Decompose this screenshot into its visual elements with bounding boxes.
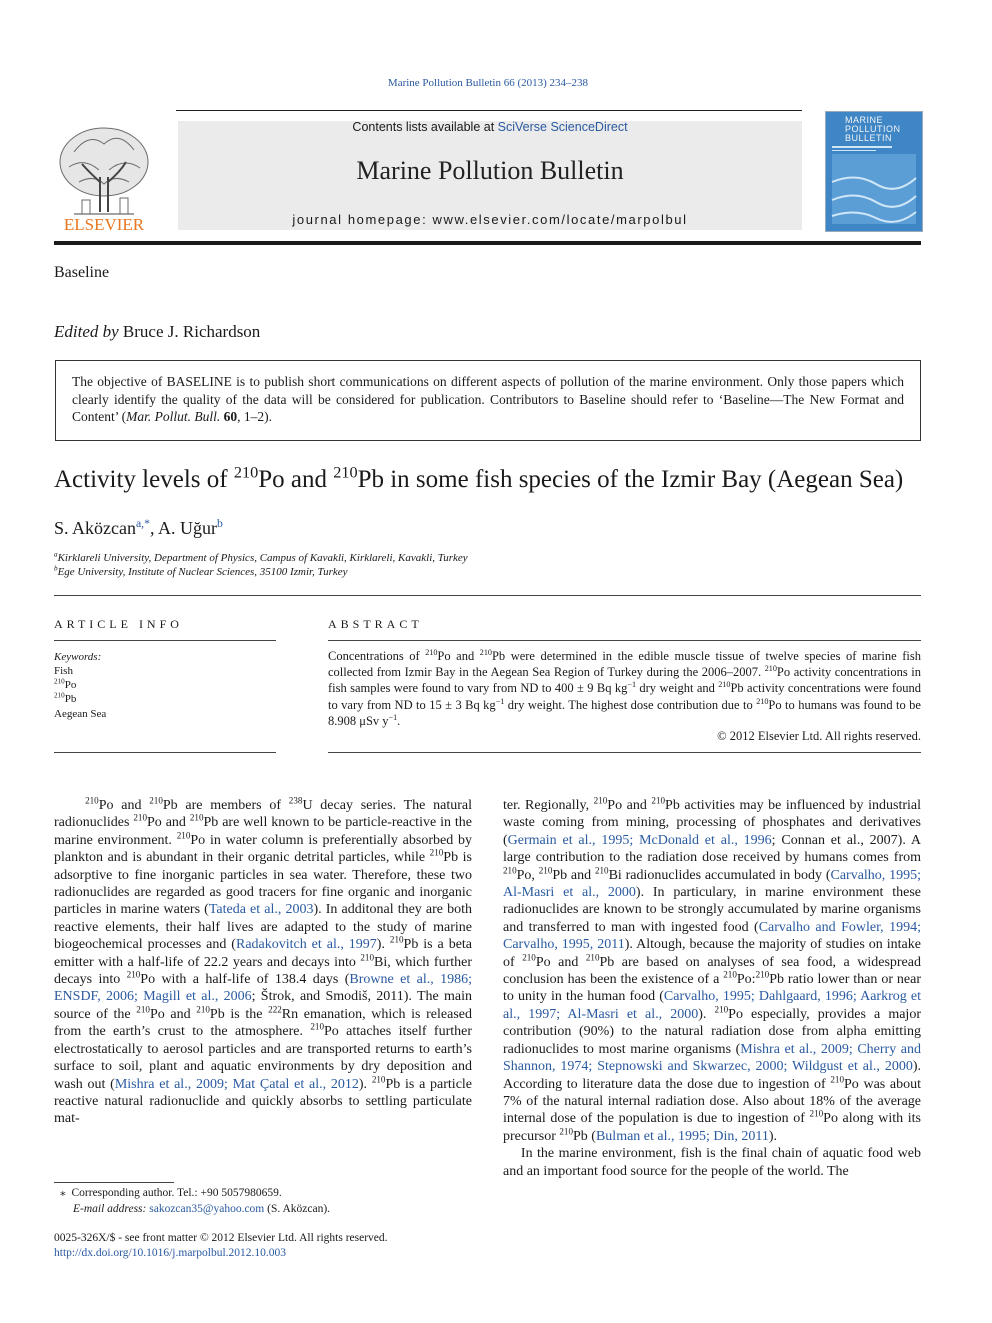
superscript: 210 xyxy=(593,795,608,806)
body-paragraph: $^{210}$Po and $^{210}$Pb are members of $^{238}$U decay series. The natural radionuclides $^{210}$Po and $^{210}$Pb are well known to be particle-reactive in the marine environment. $^{210}$Po in water column is preferentially absorbed by plankton and is abundant in their organic detrital particles, while $^{210}$Pb is adsorptive to fine inorganic particles in sea water. Therefore, these two radionuclides are regarded as good tracers for fine organic and inorganic particles in marine waters (Tateda et al., 2003). In additonal they are both reactive elements, their half lives are adapted to the study of marine biogeochemical processes and (Radakovitch et al., 1997). $^{210}$Pb is a beta emitter with a half-life of 22.2 years and decays into $^{210}$Bi, which further decays into $^{210}$Po with a half-life of 138.4 days (Browne et al., 1986; ENSDF, 2006; Magill et al., 2006; Štrok, and Smodiš, 2011). The main source of the $^{210}$Po and $^{210}$Pb is the $^{222}$Rn emanation, which is released from the earth’s crust to the atmosphere. $^{210}$Po attaches itself further electrostatically to aerosol particles and are transported returns to earth’s surface to soil, plant and aquatic environments by dry deposition and wash out (Mishra et al., 2009; Mat Çatal et al., 2012). $^{210}$Pb is a particle reactive natural radionuclide and quickly absorbs to settling particulate mat- xyxy=(54,795,473,1127)
superscript: 210 xyxy=(196,1004,210,1015)
footnote-star: ⁎ xyxy=(60,1187,66,1199)
superscript: 210 xyxy=(830,1073,844,1084)
superscript: 210 xyxy=(809,1108,824,1119)
superscript: 222 xyxy=(268,1004,282,1015)
journal-citation[interactable]: Marine Pollution Bulletin 66 (2013) 234–238 xyxy=(387,77,589,89)
contents-prefix: Contents lists available at xyxy=(352,120,498,134)
title-part: Activity levels of xyxy=(54,466,234,493)
email-label: E-mail address: xyxy=(73,1202,147,1215)
corresponding-text: Corresponding author. Tel.: +90 5057980659. xyxy=(71,1187,282,1199)
superscript: 210 xyxy=(126,969,141,980)
superscript: 210 xyxy=(389,934,404,945)
body-paragraph: In the marine environment, fish is the final chain of aquatic food web and an important food source for the people of the world. The xyxy=(503,1146,921,1179)
header-thick-rule xyxy=(54,241,921,245)
section-label: Baseline xyxy=(54,264,110,281)
baseline-notice-box xyxy=(55,360,921,441)
notice-ref-journal: Mar. Pollut. Bull. xyxy=(126,409,221,424)
elsevier-wordmark: ELSEVIER xyxy=(63,215,145,234)
corresponding-footnote xyxy=(60,1186,330,1217)
title-part: Pb in some fish species of the Izmir Bay (Aegean Sea) xyxy=(357,466,904,493)
superscript: 210 xyxy=(133,812,147,823)
affiliation-mark: b xyxy=(54,564,58,573)
superscript: 210 xyxy=(425,647,438,657)
superscript: 210 xyxy=(559,1126,574,1137)
keyword-sup: 210 xyxy=(54,691,65,700)
citation-link[interactable]: Tateda et al., 2003 xyxy=(208,902,314,918)
issn-line: 0025-326X/$ - see front matter © 2012 Elsevier Ltd. All rights reserved. xyxy=(54,1232,388,1244)
author-separator: , xyxy=(149,518,158,538)
author-affiliation-mark[interactable]: b xyxy=(216,517,223,530)
journal-homepage[interactable]: journal homepage: www.elsevier.com/locate/marpolbul xyxy=(292,212,688,227)
article-title xyxy=(54,463,904,494)
superscript: 210 xyxy=(651,795,666,806)
body-paragraph: ter. Regionally, $^{210}$Po and $^{210}$Pb activities may be influenced by industrial waste coming from mining, processing of phosphates and derivatives (Germain et al., 1995; McDonald et al., 1996; Connan et al., 2007). A large contribution to the radiation dose received by humans comes from $^{210}$Po, $^{210}$Pb and $^{210}$Bi radionuclides accumulated in body (Carvalho, 1995; Al-Masri et al., 2000). In particulary, in marine environment these radionuclides are known to be strongly accumulated by marine organisms and transferred to man with ingested food (Carvalho and Fowler, 1994; Carvalho, 1995, 2011). Altough, because the majority of studies on intake of $^{210}$Po and $^{210}$Pb are based on analyses of sea food, a widespread conclusion has been the existence of a $^{210}$Po:$^{210}$Pb ratio lower than or near to unity in the human food (Carvalho, 1995; Dahlgaard, 1996; Aarkrog et al., 1997; Al-Masri et al., 2000). $^{210}$Po especially, provides a major contribution (90%) to the natural radiation dose from alpha emitting radionuclides to most marine organisms (Mishra et al., 2009; Cherry and Shannon, 1974; Stepnowski and Skwarzec, 2000; Wildgust et al., 2000). According to literature data the dose due to ingestion of $^{210}$Po was about 7% of the natural internal radiation dose. Also about 18% of the average internal dose of the population is due to ingestion of $^{210}$Po along with its precursor $^{210}$Pb (Bulman et al., 1995; Din, 2011). xyxy=(503,795,922,1144)
superscript: 210 xyxy=(714,1004,729,1015)
citation-link[interactable]: Mishra et al., 2009; Cherry and Shannon, 1974; Stepnowski and Skwarzec, 2000; Wildgust et al., 2000 xyxy=(503,1041,921,1075)
abstract-bottom-rule xyxy=(328,752,921,753)
superscript: 210 xyxy=(756,696,769,706)
title-sup: 210 xyxy=(233,463,259,482)
citation-link[interactable]: Carvalho, 1995; Dahlgaard, 1996; Aarkrog et al., 1997; Al-Masri et al., 2000 xyxy=(503,989,921,1022)
journal-name: Marine Pollution Bulletin xyxy=(356,156,624,185)
editor-name: Bruce J. Richardson xyxy=(122,322,261,341)
superscript: 210 xyxy=(718,680,731,690)
superscript: 210 xyxy=(764,664,777,674)
superscript: 210 xyxy=(429,847,444,858)
affiliation xyxy=(54,552,468,564)
cover-title: MARINE POLLUTION BULLETIN xyxy=(845,115,901,143)
keyword-text: Po xyxy=(64,679,77,691)
affiliation-mark: a xyxy=(54,550,58,559)
title-sup: 210 xyxy=(333,463,358,482)
superscript: 210 xyxy=(538,864,553,875)
article-info-rule xyxy=(54,640,276,641)
superscript: −1 xyxy=(627,680,637,690)
edited-by-prefix: Edited by xyxy=(54,322,119,341)
edited-by-line xyxy=(54,322,260,342)
superscript: 210 xyxy=(360,952,375,962)
superscript: 210 xyxy=(189,812,204,823)
author-name: S. Aközcan xyxy=(54,518,136,538)
affiliation xyxy=(54,566,348,578)
superscript: 210 xyxy=(723,969,737,980)
keyword-sup: 210 xyxy=(54,677,65,686)
abstract-copyright: © 2012 Elsevier Ltd. All rights reserved. xyxy=(717,729,921,743)
superscript: 210 xyxy=(755,969,770,980)
author-list xyxy=(54,518,223,539)
citation-link[interactable]: Bulman et al., 1995; Din, 2011 xyxy=(595,1128,769,1144)
superscript: 238 xyxy=(288,795,303,806)
superscript: 210 xyxy=(149,795,163,806)
keyword xyxy=(54,678,76,692)
author-affiliation-mark[interactable]: a,* xyxy=(135,517,150,530)
affiliation-text: Ege University, Institute of Nuclear Sciences, 35100 Izmir, Turkey xyxy=(57,566,348,578)
keyword: Aegean Sea xyxy=(54,708,107,720)
notice-ref-pages: , 1–2). xyxy=(237,409,272,424)
superscript: 210 xyxy=(522,952,536,962)
citation-link[interactable]: Carvalho and Fowler, 1994; Carvalho, 1995, 2011 xyxy=(503,919,921,953)
footnote-rule xyxy=(54,1182,174,1183)
bottom-matter xyxy=(54,1231,388,1260)
keywords-label-text: Keywords: xyxy=(54,651,102,663)
notice-ref-volume: 60 xyxy=(223,409,238,424)
superscript: −1 xyxy=(388,712,398,722)
corresponding-line xyxy=(60,1186,330,1202)
keyword xyxy=(54,692,76,706)
article-info-heading: ARTICLE INFO xyxy=(54,617,183,631)
email-line xyxy=(60,1202,330,1218)
header-rule xyxy=(176,110,802,111)
sciencedirect-link[interactable]: SciVerse ScienceDirect xyxy=(497,120,628,134)
abstract-rule xyxy=(328,640,921,641)
superscript: 210 xyxy=(176,830,191,841)
abstract-heading: ABSTRACT xyxy=(328,617,423,631)
keyword: Fish xyxy=(54,665,73,677)
elsevier-tree-logo xyxy=(54,122,154,234)
citation-link[interactable]: Radakovitch et al., 1997 xyxy=(235,937,377,953)
citation-link[interactable]: Mishra et al., 2009; Mat Çatal et al., 2012 xyxy=(114,1076,359,1092)
superscript: 210 xyxy=(136,1004,150,1015)
author-name: A. Uğur xyxy=(157,518,217,538)
email-link[interactable]: sakozcan35@yahoo.com xyxy=(149,1202,265,1215)
title-part: Po and xyxy=(258,466,334,493)
citation-link[interactable]: Browne et al., 1986; ENSDF, 2006; Magill et al., 2006 xyxy=(54,972,472,1005)
superscript: 210 xyxy=(585,952,600,962)
superscript: 210 xyxy=(371,1073,386,1084)
keyword-text: Pb xyxy=(64,693,77,705)
keywords-label xyxy=(54,650,101,664)
superscript: 210 xyxy=(594,864,609,875)
body-column-left xyxy=(54,797,472,1128)
info-top-rule xyxy=(54,595,921,596)
contents-line xyxy=(178,120,802,134)
article-info-bottom-rule xyxy=(54,752,276,753)
notice-text: The objective of BASELINE is to publish short communications on different aspects of pollution of the marine environment. Only those papers which clearly identify the quality of the data will be considered for publication. Contributors to Baseline should refer to ‘Baseline—The New Format and Content’ ( xyxy=(72,374,904,424)
superscript: 210 xyxy=(85,795,99,806)
email-suffix: (S. Aközcan). xyxy=(264,1202,331,1215)
superscript: −1 xyxy=(495,696,505,706)
citation-link[interactable]: Carvalho, 1995; Al-Masri et al., 2000 xyxy=(503,867,921,901)
citation-link[interactable]: Germain et al., 1995; McDonald et al., 1996 xyxy=(507,832,772,848)
superscript: 210 xyxy=(479,647,492,657)
doi-link[interactable]: http://dx.doi.org/10.1016/j.marpolbul.2012.10.003 xyxy=(54,1246,287,1259)
affiliation-text: Kirklareli University, Department of Physics, Campus of Kavakli, Kirklareli, Kavakli, Turkey xyxy=(57,552,468,564)
superscript: 210 xyxy=(503,864,517,875)
superscript: 210 xyxy=(310,1021,324,1032)
abstract-text: Concentrations of $^{210}$Po and $^{210}$Pb were determined in the edible muscle tissue of twelve species of marine fish collected from Izmir Bay in the Aegean Sea Region of Turkey during the 2006–2007. $^{210}$Po activity concentrations in fish samples were found to vary from ND to 400 ± 9 Bq $kg^{-1}$ dry weight and $^{210}$Pb activity concentrations were found to vary from ND to 15 ± 3 Bq $kg^{-1}$ dry weight. The highest dose contribution due to $^{210}$Po to humans was found to be 8.908 μSv $y^{-1}$. xyxy=(328,647,922,728)
body-column-right xyxy=(503,797,921,1180)
